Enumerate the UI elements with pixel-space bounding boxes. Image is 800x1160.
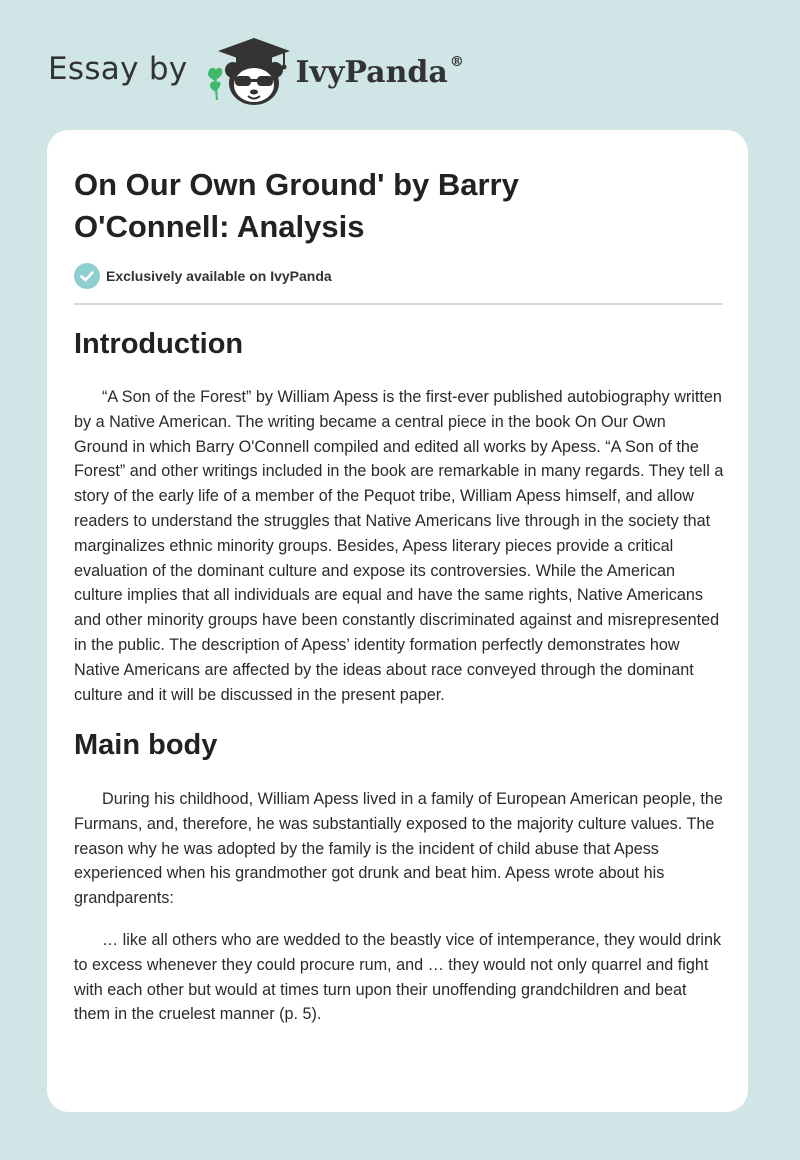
panda-logo-icon[interactable]	[204, 34, 292, 108]
section-heading-introduction: Introduction	[74, 328, 244, 360]
check-circle-icon	[74, 263, 100, 289]
section-heading-main-body: Main body	[74, 729, 218, 761]
exclusive-badge	[74, 263, 332, 289]
article-card	[47, 130, 748, 1112]
block-quote: … like all others who are wedded to the beastly vice of intemperance, they would drink to excess whenever they could procure rum, and … they would not only quarrel and fight with each other but would at times turn upon their unoffending grandchildren and beat them in the cruelest manner (p. 5).	[74, 931, 722, 1024]
article-title: On Our Own Ground' by Barry O'Connell: Analysis	[74, 167, 519, 244]
essay-by-label: Essay by	[48, 51, 188, 87]
divider	[74, 303, 723, 305]
paragraph: During his childhood, William Apess lived in a family of European American people, the Furmans, and, therefore, he was substantially exposed to the majority culture values. The reason why he was adopted by the family is the incident of child abuse that Apess experienced when his grandmother got drunk and beat him. Apess wrote about his grandparents:	[74, 790, 723, 908]
brand-name[interactable]: IvyPanda ®	[295, 54, 464, 90]
exclusive-badge-label: Exclusively available on IvyPanda	[106, 268, 332, 284]
registered-mark: ®	[449, 54, 464, 70]
paragraph: “A Son of the Forest” by William Apess is the first-ever published autobiography written by a Native American. The writing became a central piece in the book On Our Own Ground in which Barry O'Connell compiled and edited all works by Apess. “A Son of the Forest” and other writings included in the book are remarkable in many regards. They tell a story of the early life of a member of the Pequot tribe, William Apess himself, and allow readers to understand the struggles that Native Americans live through in the society that marginalizes ethnic minority groups. Besides, Apess literary pieces provide a critical evaluation of the dominant culture and expose its controversies. While the American culture implies that all individuals are equal and have the same rights, Native Americans and other minority groups have been constantly discriminated against and misrepresented in the public. The description of Apess’ identity formation perfectly demonstrates how Native Americans are affected by the ideas about race conveyed through the dominant culture and it will be discussed in the present paper.	[74, 388, 724, 704]
site-header	[48, 34, 464, 108]
